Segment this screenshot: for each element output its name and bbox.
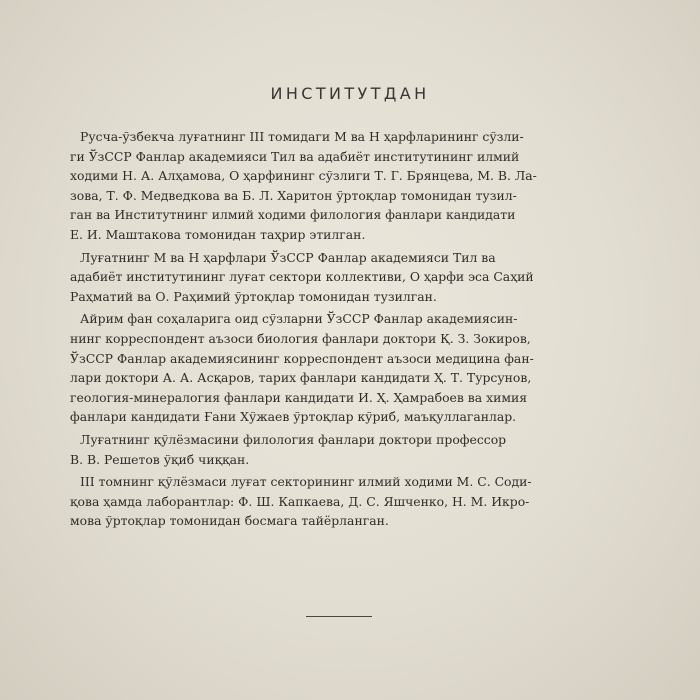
- text-line: ходими Н. А. Алҳамова, О ҳарфининг сўзлиги Т. Г. Брянцева, М. В. Ла-: [70, 168, 537, 184]
- text-line: Русча-ўзбекча луғатнинг III томидаги М ва Н ҳарфларининг сўзли-: [80, 129, 524, 144]
- text-line: Луғатнинг қўлёзмасини филология фанлари доктори профессор: [80, 431, 507, 447]
- text-line: лари доктори А. А. Асқаров, тарих фанлари кандидати Ҳ. Т. Турсунов,: [70, 370, 532, 386]
- text-line: нинг корреспондент аъзоси биология фанлари доктори Қ. З. Зокиров,: [70, 330, 531, 346]
- text-line: Е. И. Маштакова томонидан таҳрир этилган.: [70, 226, 366, 242]
- paragraph-3: [70, 309, 650, 427]
- paragraph-5: [70, 472, 650, 531]
- text-line: адабиёт институтининг луғат сектори коллективи, О ҳарфи эса Саҳий: [70, 269, 534, 285]
- text-line: ган ва Институтнинг илмий ходими филология фанлари кандидати: [70, 207, 516, 223]
- paragraph-1: [70, 127, 650, 245]
- text-line: фанлари кандидати Ғани Хўжаев ўртоқлар кўриб, маъқуллаганлар.: [70, 409, 517, 425]
- text-line: қова ҳамда лаборантлар: Ф. Ш. Капкаева, Д. С. Яшченко, Н. М. Икро-: [70, 493, 530, 509]
- page-heading: ИНСТИТУТДАН: [270, 84, 430, 103]
- body-text: [70, 127, 650, 534]
- text-line: мова ўртоқлар томонидан босмага тайёрланган.: [70, 513, 389, 529]
- text-line: геология-минералогия фанлари кандидати И. Ҳ. Ҳамрабоев ва химия: [70, 389, 528, 405]
- text-line: Айрим фан соҳаларига оид сўзларни ЎзССР Фанлар академиясин-: [80, 311, 518, 327]
- paragraph-2: [70, 248, 650, 307]
- text-line: В. В. Решетов ўқиб чиққан.: [70, 451, 250, 467]
- text-line: III томнинг қўлёзмаси луғат секторининг илмий ходими М. С. Соди-: [80, 474, 532, 490]
- closing-rule: [306, 616, 372, 617]
- text-line: Луғатнинг М ва Н ҳарфлари ЎзССР Фанлар академияси Тил ва: [80, 249, 496, 265]
- text-line: Раҳматий ва О. Раҳимий ўртоқлар томонидан тузилган.: [70, 288, 437, 304]
- text-line: зова, Т. Ф. Медведкова ва Б. Л. Харитон ўртоқлар томонидан тузил-: [70, 187, 517, 203]
- paragraph-4: [70, 430, 650, 469]
- text-line: ЎзССР Фанлар академиясининг корреспондент аъзоси медицина фан-: [70, 350, 534, 366]
- text-line: ги ЎзССР Фанлар академияси Тил ва адабиёт институтининг илмий: [70, 148, 520, 164]
